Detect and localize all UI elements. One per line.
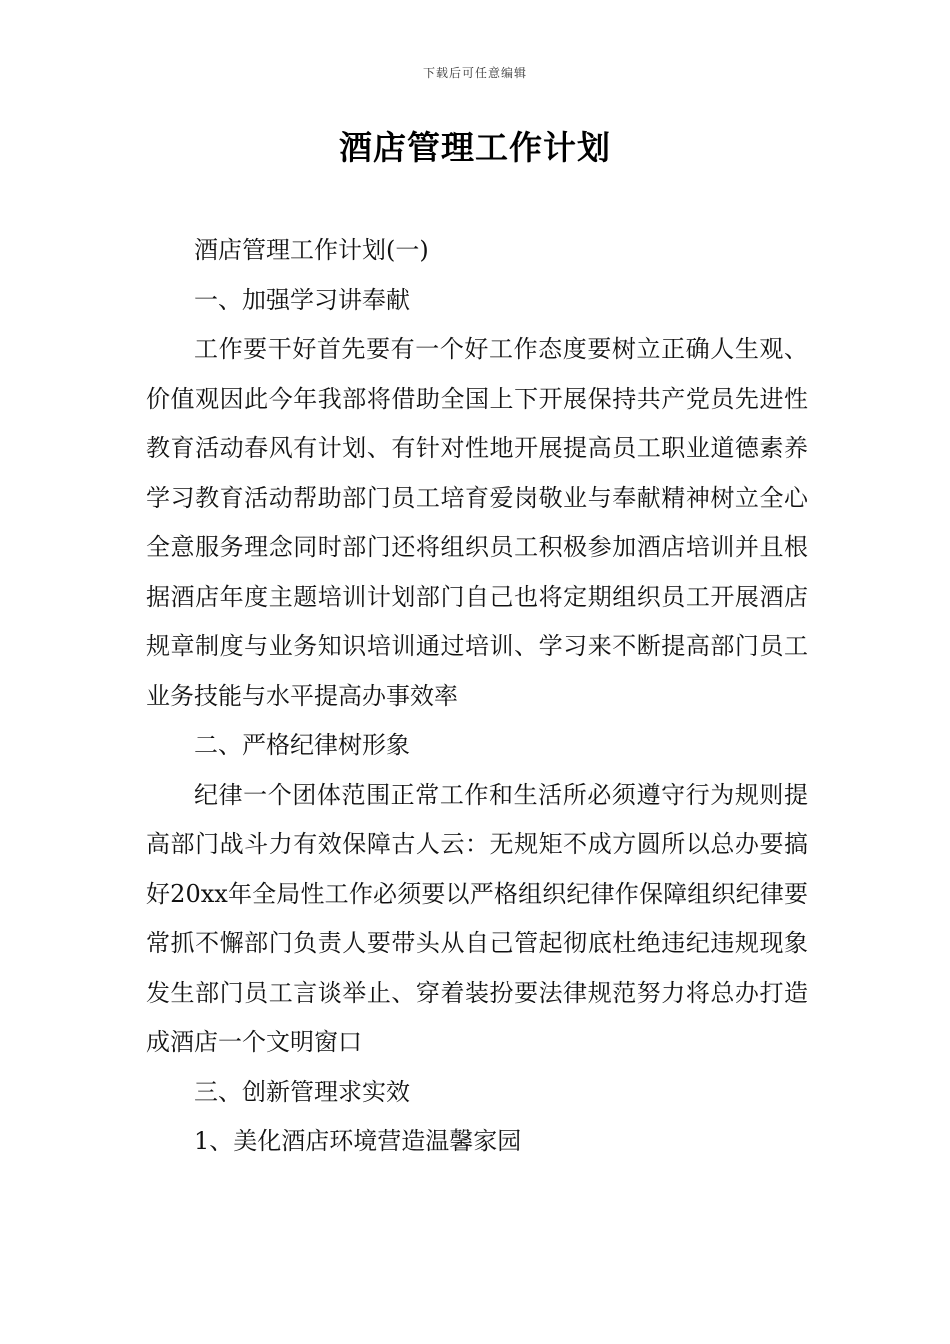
document-title: 酒店管理工作计划 xyxy=(339,128,611,167)
document-body xyxy=(146,226,808,1167)
section-heading-2: 二、严格纪律树形象 xyxy=(194,731,410,759)
subsection-heading-1: 1、美化酒店环境营造温馨家园 xyxy=(194,1127,522,1155)
section-heading-3: 三、创新管理求实效 xyxy=(194,1077,410,1106)
section-paragraph-2: 纪律一个团体范围正常工作和生活所必须遵守行为规则提高部门战斗力有效保障古人云：无规矩不成方圆所以总办要搞好20xx年全局性工作必须要以严格组织纪律作保障组织纪律要常抓不懈部门负责人要带头从自己管起彻底杜绝违纪违规现象发生部门员工言谈举止、穿着装扮要法律规范努力将总办打造成酒店一个文明窗口 xyxy=(146,780,808,1056)
section-heading-1: 一、加强学习讲奉献 xyxy=(194,285,410,314)
plan-heading: 酒店管理工作计划(一) xyxy=(194,236,429,264)
section-paragraph-1: 工作要干好首先要有一个好工作态度要树立正确人生观、价值观因此今年我部将借助全国上下开展保持共产党员先进性教育活动春风有计划、有针对性地开展提高员工职业道德素养学习教育活动帮助部门员工培育爱岗敬业与奉献精神树立全心全意服务理念同时部门还将组织员工积极参加酒店培训并且根据酒店年度主题培训计划部门自己也将定期组织员工开展酒店规章制度与业务知识培训通过培训、学习来不断提高部门员工业务技能与水平提高办事效率 xyxy=(146,335,808,710)
header-watermark: 下载后可任意编辑 xyxy=(422,66,527,80)
